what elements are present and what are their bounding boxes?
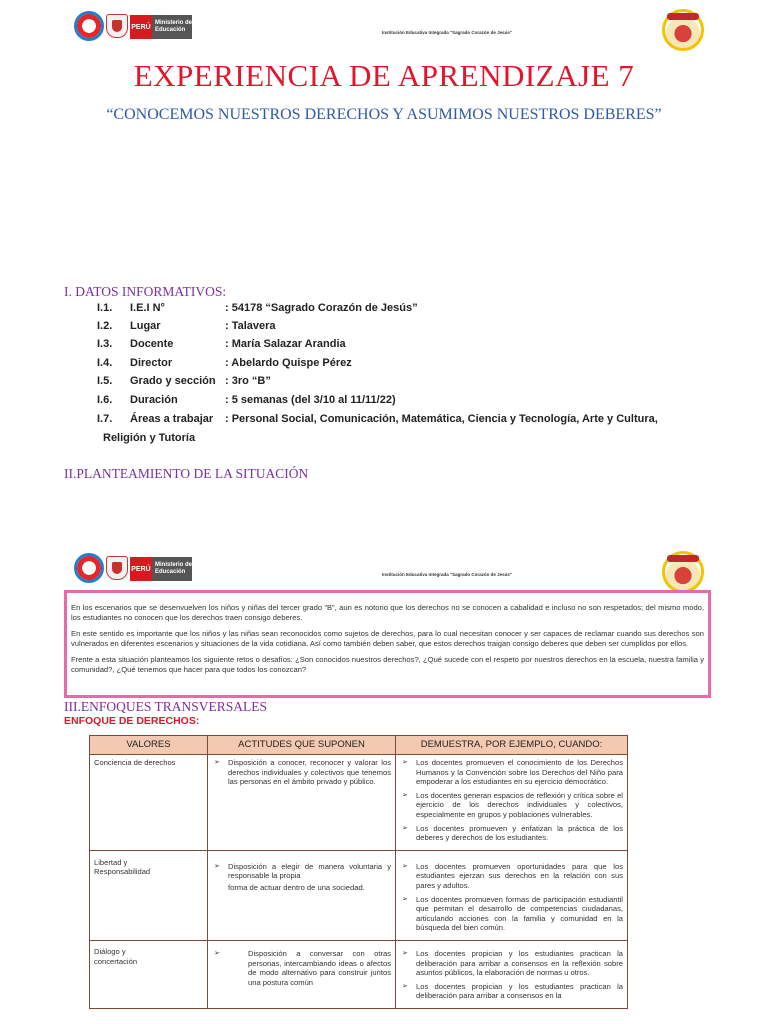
situation-paragraph: En los escenarios que se desenvuelven los niños y niñas del tercer grado “B”, aun es notorio que los derechos no se conocen a cabalidad e incluso no son respetados; del mismo modo, los estudiantes no conocen que los derechos traen consigo deberes. xyxy=(71,603,704,622)
situation-paragraph: Frente a esta situación planteamos los siguiente retos o desafíos: ¿Son conocidos nuestros derechos?, ¿Qué sucede con el respeto por nuestros derechos en la escuela, nuestra familia y comunidad?, ¿Qué tenemos que hacer para que todos los conozcan? xyxy=(71,655,704,674)
situation-box xyxy=(64,590,711,698)
table-header-row xyxy=(90,736,628,755)
actitud-cell: ➢ Disposición a conversar con otras personas, intercambiando ideas o afectos de modo alternativo para construir juntos una postura común xyxy=(208,940,396,1008)
valor-cell: Libertad y Responsabilidad xyxy=(90,850,208,940)
section-heading-datos: I. DATOS INFORMATIVOS: xyxy=(64,284,227,299)
situation-paragraph: En este sentido es importante que los niños y las niñas sean reconocidos como sujetos de derechos, para lo cual necesitan conocer y ser capaces de reclamar cuando sus derechos son vulnerados en diferentes escenarios y situaciones de la vida cotidiana. Así como también deben saber, que estos derechos traigan consigo deberes que deben ser cumplidos por ellos. xyxy=(71,629,704,648)
enfoque-heading: ENFOQUE DE DERECHOS: xyxy=(64,715,200,727)
actitud-cell: ➢ Disposición a elegir de manera voluntaria y responsable la propia forma de actuar dentro de una sociedad. xyxy=(208,850,396,940)
column-header: DEMUESTRA, POR EJEMPLO, CUANDO: xyxy=(396,736,628,755)
page-subtitle: “CONOCEMOS NUESTROS DERECHOS Y ASUMIMOS NUESTROS DEBERES” xyxy=(106,106,662,123)
valor-cell: Diálogo y concertación xyxy=(90,940,208,1008)
ejemplos-cell: ➢ Los docentes promueven oportunidades para que los estudiantes ejerzan sus derechos en la relación con sus pares y adultos. ➢ Los docentes promueven formas de participación estudiantil que permitan el desarrollo de competencias ciudadanas, articulando acciones con la familia y comunidad en la búsqueda del bien común. xyxy=(396,850,628,940)
column-header: ACTITUDES QUE SUPONEN xyxy=(208,736,396,755)
ejemplos-cell: ➢ Los docentes propician y los estudiantes practican la deliberación para arribar a consensos en la reflexión sobre asuntos públicos, la elaboración de normas u otros. ➢ Los docentes propician y los estudiantes practican la deliberación para arribar a consensos en la xyxy=(396,940,628,1008)
page-header xyxy=(0,6,768,58)
column-header: VALORES xyxy=(90,736,208,755)
page-title: EXPERIENCIA DE APRENDIZAJE 7 xyxy=(133,58,635,93)
institution-name: Institución Educativa Integrada "Sagrado Corazón de Jesús" xyxy=(382,572,513,577)
table-row xyxy=(90,850,628,940)
values-table xyxy=(89,735,628,1009)
valor-cell: Conciencia de derechos xyxy=(90,755,208,851)
institution-name: Institución Educativa Integrada "Sagrado Corazón de Jesús" xyxy=(382,30,513,35)
table-row xyxy=(90,755,628,851)
ministry-logo: PERÚ Ministerio de Educación xyxy=(130,557,192,581)
campaign-logo-icon xyxy=(74,553,104,583)
section-heading-enfoques: III.ENFOQUES TRANSVERSALES xyxy=(64,699,268,714)
ejemplos-cell: ➢ Los docentes promueven el conocimiento de los Derechos Humanos y la Convención sobre los Derechos del Niño para empoderar a los estudiantes en su ejercicio democrático. ➢ Los docentes generan espacios de reflexión y crítica sobre el ejercicio de los derechos individuales y colectivos, especialmente en grupos y poblaciones vulnerables. ➢ Los docentes promueven y enfatizan la práctica de los deberes y derechos de los estudiantes. xyxy=(396,755,628,851)
actitud-cell: ➢ Disposición a conocer, reconocer y valorar los derechos individuales y colectivos que tenemos las personas en el ámbito privado y público. xyxy=(208,755,396,851)
ministry-logo: PERÚ Ministerio de Educación xyxy=(130,15,192,39)
campaign-logo-icon xyxy=(74,11,104,41)
school-badge-icon xyxy=(662,551,704,593)
school-badge-icon xyxy=(662,9,704,51)
areas-continued: Religión y Tutoría xyxy=(103,432,196,444)
section-heading-situacion: II.PLANTEAMIENTO DE LA SITUACIÓN xyxy=(64,466,309,481)
peru-coat-of-arms-icon xyxy=(106,14,128,38)
peru-coat-of-arms-icon xyxy=(106,556,128,580)
table-row xyxy=(90,940,628,1008)
